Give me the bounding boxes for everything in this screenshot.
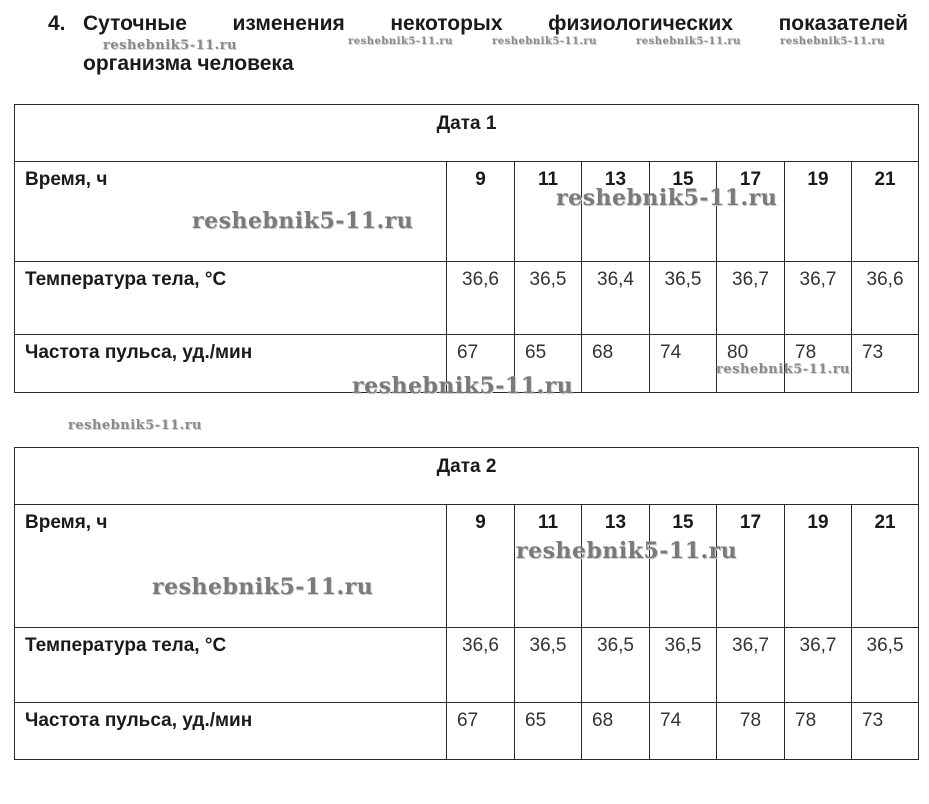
temperature-label: Температура тела,	[25, 269, 205, 290]
heading-word: некоторых	[390, 12, 503, 35]
date-label: Дата 1	[15, 105, 919, 162]
temperature-cell: 36,5	[650, 262, 717, 335]
task-number: 4.	[48, 12, 66, 35]
hour-cell: 11	[515, 162, 582, 262]
temperature-cell: 36,6	[852, 262, 919, 335]
temperature-cell: 36,5	[650, 628, 717, 703]
hour-cell: 17	[717, 162, 785, 262]
temperature-cell: 36,5	[515, 628, 582, 703]
hour-cell: 11	[515, 505, 582, 628]
temperature-label-cell	[15, 628, 447, 703]
temperature-cell: 36,6	[447, 628, 515, 703]
hour-cell: 15	[650, 162, 717, 262]
temperature-cell: 36,7	[717, 628, 785, 703]
watermark: reshebnik5-11.ru	[103, 38, 238, 53]
pulse-label: Частота пульса, уд./мин	[15, 703, 447, 760]
hour-cell: 17	[717, 505, 785, 628]
temperature-label-cell	[15, 262, 447, 335]
pulse-cell: 73	[852, 703, 919, 760]
watermark: reshebnik5-11.ru	[492, 36, 597, 47]
heading-word: физиологических	[548, 12, 733, 35]
time-row	[15, 162, 919, 262]
watermark: reshebnik5-11.ru	[352, 373, 574, 399]
heading-line-2: организма человека	[83, 52, 294, 75]
temperature-unit: °С	[204, 269, 227, 290]
pulse-row	[15, 703, 919, 760]
heading-line-1	[83, 10, 908, 37]
time-label: Время, ч	[15, 162, 447, 262]
watermark: reshebnik5-11.ru	[516, 538, 738, 564]
temperature-cell: 36,7	[785, 628, 852, 703]
watermark: reshebnik5-11.ru	[192, 208, 414, 234]
heading-word: изменения	[232, 12, 345, 35]
hour-cell: 13	[582, 505, 650, 628]
pulse-cell: 78	[785, 335, 852, 393]
hour-cell: 9	[447, 505, 515, 628]
pulse-cell: 80	[717, 335, 785, 393]
hour-cell: 19	[785, 505, 852, 628]
pulse-cell: 74	[650, 335, 717, 393]
date-label: Дата 2	[15, 448, 919, 505]
temperature-cell: 36,4	[582, 262, 650, 335]
pulse-cell: 65	[515, 335, 582, 393]
data-table-1	[14, 104, 919, 393]
temperature-cell: 36,7	[785, 262, 852, 335]
watermark: reshebnik5-11.ru	[152, 574, 374, 600]
pulse-cell: 67	[447, 335, 515, 393]
watermark: reshebnik5-11.ru	[348, 36, 453, 47]
pulse-label: Частота пульса, уд./мин	[15, 335, 447, 393]
heading-word: показателей	[778, 12, 908, 35]
hour-cell: 21	[852, 162, 919, 262]
date-row	[15, 105, 919, 162]
temperature-cell: 36,5	[852, 628, 919, 703]
watermark: reshebnik5-11.ru	[716, 362, 851, 377]
pulse-cell: 65	[515, 703, 582, 760]
watermark: reshebnik5-11.ru	[636, 36, 741, 47]
data-table-2	[14, 447, 919, 760]
hour-cell: 19	[785, 162, 852, 262]
pulse-cell: 68	[582, 335, 650, 393]
heading-word: Суточные	[83, 12, 187, 35]
watermark: reshebnik5-11.ru	[780, 36, 885, 47]
hour-cell: 21	[852, 505, 919, 628]
temperature-cell: 36,7	[717, 262, 785, 335]
pulse-cell: 74	[650, 703, 717, 760]
temperature-row	[15, 262, 919, 335]
pulse-cell: 78	[717, 703, 785, 760]
hour-cell: 13	[582, 162, 650, 262]
hour-cell: 15	[650, 505, 717, 628]
temperature-cell: 36,6	[447, 262, 515, 335]
temperature-label: Температура тела,	[25, 635, 205, 656]
date-row	[15, 448, 919, 505]
watermark: reshebnik5-11.ru	[68, 418, 203, 433]
watermark: reshebnik5-11.ru	[556, 185, 778, 211]
temperature-unit: °С	[204, 635, 227, 656]
time-row	[15, 505, 919, 628]
pulse-cell: 73	[852, 335, 919, 393]
temperature-cell: 36,5	[515, 262, 582, 335]
pulse-cell: 78	[785, 703, 852, 760]
temperature-row	[15, 628, 919, 703]
pulse-cell: 68	[582, 703, 650, 760]
time-label: Время, ч	[15, 505, 447, 628]
pulse-cell: 67	[447, 703, 515, 760]
hour-cell: 9	[447, 162, 515, 262]
temperature-cell: 36,5	[582, 628, 650, 703]
